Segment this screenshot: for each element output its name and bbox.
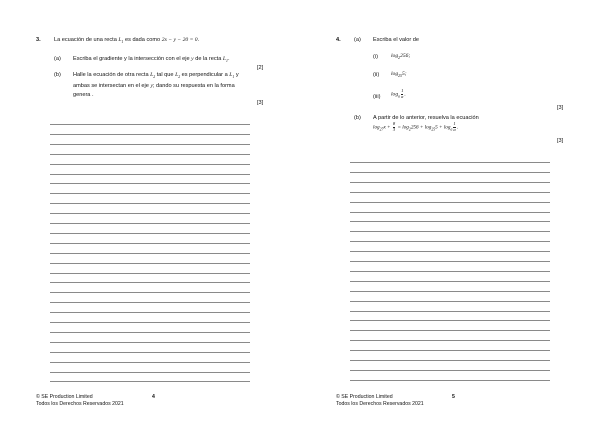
q3a-text: Escriba el gradiente y la intersección con el eje y de la recta $L_1$. bbox=[73, 56, 230, 64]
right-page-number: 5 bbox=[452, 394, 455, 400]
answer-line[interactable] bbox=[350, 281, 550, 282]
answer-line[interactable] bbox=[350, 320, 550, 321]
answer-line[interactable] bbox=[50, 292, 250, 293]
answer-line[interactable] bbox=[350, 380, 550, 381]
answer-line[interactable] bbox=[350, 231, 550, 232]
q4b-label: (b) bbox=[354, 115, 361, 121]
answer-line[interactable] bbox=[350, 162, 550, 163]
right-footer-copyright: © SE Production Limited bbox=[336, 394, 393, 400]
q4a-marks: [3] bbox=[557, 105, 564, 111]
q3-stem: La ecuación de una recta $L_1$ es dada como 2x − y − 20 = 0. bbox=[54, 37, 200, 45]
answer-line[interactable] bbox=[50, 253, 250, 254]
left-page-number: 4 bbox=[152, 394, 155, 400]
q3-stem-text: La ecuación de una recta bbox=[54, 37, 117, 43]
answer-line[interactable] bbox=[50, 144, 250, 145]
answer-line[interactable] bbox=[50, 243, 250, 244]
answer-line[interactable] bbox=[50, 282, 250, 283]
answer-line[interactable] bbox=[50, 381, 250, 382]
answer-line[interactable] bbox=[50, 213, 250, 214]
answer-line[interactable] bbox=[350, 311, 550, 312]
q3b-line2: ambas se intersectan en el eje y; dando su respuesta en la forma bbox=[73, 83, 235, 89]
answer-line[interactable] bbox=[350, 192, 550, 193]
answer-line[interactable] bbox=[350, 251, 550, 252]
q4a-intro: Escriba el valor de bbox=[373, 37, 420, 43]
answer-line[interactable] bbox=[350, 221, 550, 222]
left-footer-rights: Todos los Derechos Reservados 2021 bbox=[36, 401, 124, 407]
answer-line[interactable] bbox=[50, 233, 250, 234]
q3b-line1: Halle la ecuación de otra recta $L_2$ tal que $L_2$ es perpendicular a $L_1$ y bbox=[73, 72, 239, 80]
answer-line[interactable] bbox=[350, 182, 550, 183]
answer-line[interactable] bbox=[50, 174, 250, 175]
q4a-i-expr: $\log_2256$; bbox=[391, 53, 411, 61]
answer-line[interactable] bbox=[50, 322, 250, 323]
q3-equation: 2x − y − 20 = 0 bbox=[161, 37, 198, 43]
answer-line[interactable] bbox=[50, 223, 250, 224]
answer-line[interactable] bbox=[350, 202, 550, 203]
q3a-label: (a) bbox=[54, 56, 61, 62]
q4b-equation: $\log_{27}x$ + $\frac{8}{3}$ = $\log_2256 + \log_{25}5 + \log_a$ $\frac{1}{a}$ . bbox=[373, 121, 458, 132]
answer-line[interactable] bbox=[50, 352, 250, 353]
q4a-label: (a) bbox=[354, 37, 361, 43]
answer-line[interactable] bbox=[350, 340, 550, 341]
answer-line[interactable] bbox=[50, 263, 250, 264]
left-footer-copyright: © SE Production Limited bbox=[36, 394, 93, 400]
answer-line[interactable] bbox=[50, 342, 250, 343]
answer-line[interactable] bbox=[50, 154, 250, 155]
q3-number: 3. bbox=[36, 37, 41, 43]
answer-line[interactable] bbox=[350, 172, 550, 173]
q3b-marks: [3] bbox=[257, 100, 264, 106]
answer-line[interactable] bbox=[50, 203, 250, 204]
answer-line[interactable] bbox=[350, 271, 550, 272]
q4a-iii-expr: $\log_a$ $\frac{1}{a}$ . bbox=[391, 88, 406, 99]
answer-line[interactable] bbox=[50, 193, 250, 194]
answer-line[interactable] bbox=[350, 212, 550, 213]
answer-line[interactable] bbox=[350, 241, 550, 242]
q4b-marks: [3] bbox=[557, 138, 564, 144]
answer-line[interactable] bbox=[350, 291, 550, 292]
answer-line[interactable] bbox=[350, 350, 550, 351]
q3a-marks: [2] bbox=[257, 65, 264, 71]
answer-line[interactable] bbox=[50, 302, 250, 303]
answer-line[interactable] bbox=[350, 301, 550, 302]
answer-line[interactable] bbox=[50, 273, 250, 274]
answer-line[interactable] bbox=[50, 124, 250, 125]
answer-line[interactable] bbox=[50, 164, 250, 165]
answer-line[interactable] bbox=[50, 312, 250, 313]
q4a-ii-label: (ii) bbox=[373, 72, 380, 78]
answer-line[interactable] bbox=[50, 332, 250, 333]
q3-stem-mid: es dada como bbox=[124, 37, 161, 43]
q4b-intro: A partir de lo anterior, resuelva la ecuación bbox=[373, 115, 479, 121]
q3b-label: (b) bbox=[54, 72, 61, 78]
answer-line[interactable] bbox=[350, 330, 550, 331]
q4-number: 4. bbox=[336, 37, 341, 43]
answer-line[interactable] bbox=[50, 362, 250, 363]
answer-line[interactable] bbox=[350, 261, 550, 262]
q3-stem-line: $L_1$ bbox=[118, 37, 124, 45]
q3b-line3: genera . bbox=[73, 92, 94, 98]
answer-line[interactable] bbox=[350, 360, 550, 361]
answer-line[interactable] bbox=[350, 370, 550, 371]
q4a-ii-expr: $\log_{25}5$; bbox=[391, 71, 407, 79]
right-footer-rights: Todos los Derechos Reservados 2021 bbox=[336, 401, 424, 407]
answer-line[interactable] bbox=[50, 372, 250, 373]
q4a-i-label: (i) bbox=[373, 54, 378, 60]
answer-line[interactable] bbox=[50, 134, 250, 135]
q4a-iii-label: (iii) bbox=[373, 94, 381, 100]
answer-line[interactable] bbox=[50, 183, 250, 184]
